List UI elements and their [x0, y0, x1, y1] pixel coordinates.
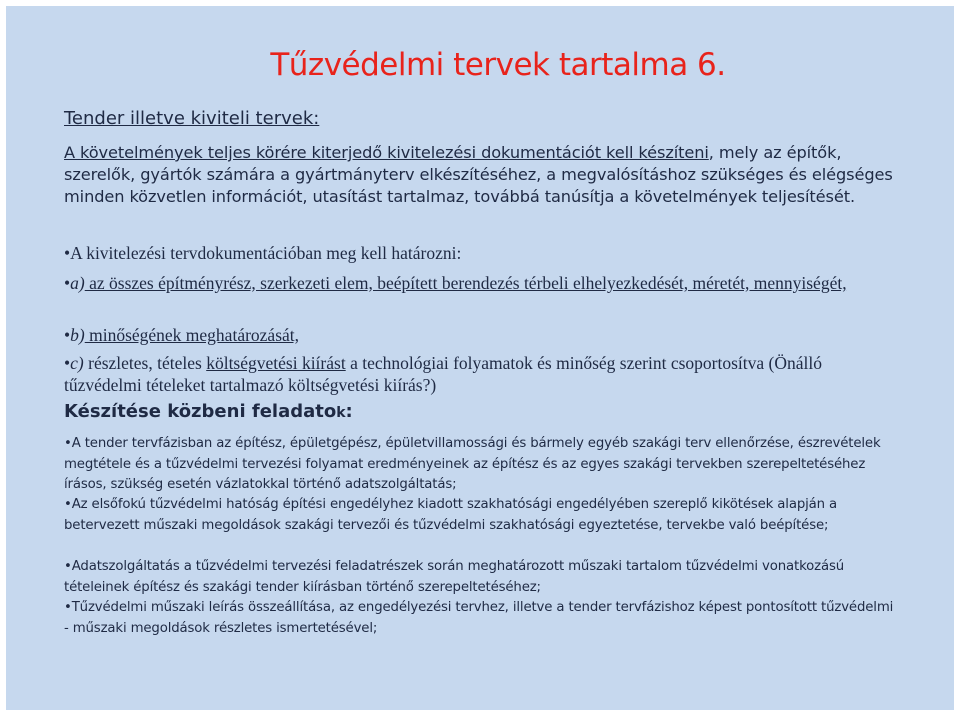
item-c-text2: a technológiai folyamatok és minőség szerint csoportosítva (Önálló tűzvédelmi tételeket tartalmazó költségvetési kiírás?)	[64, 353, 822, 395]
bullet: •	[64, 497, 72, 512]
slide-title: Tűzvédelmi tervek tartalma 6.	[270, 47, 726, 83]
duty-text: Tűzvédelmi műszaki leírás összeállítása, az engedélyezési tervhez, illetve a tender tervfázishoz képest pontosított tűzvédelmi - műszaki megoldások részletes ismertetésével;	[64, 600, 894, 636]
duty-text: A tender tervfázisban az építész, épületgépész, épületvillamossági és bármely egyéb szakági terv ellenőrzése, észrevételek megtétele és a tűzvédelmi tervezési folyamat eredményeinek az építész és az egyes szakági tervekben szerepeltetéséhez írásos, szükség esetén vázlatokkal történő adatszolgáltatás;	[64, 436, 881, 492]
item-c-label: c)	[70, 353, 84, 373]
duty-item	[64, 598, 900, 639]
duty-text: Adatszolgáltatás a tűzvédelmi tervezési feladatrészek során meghatározott műszaki tartalom tűzvédelmi vonatkozású tételeinek építész és szakági tender kiírásban történő szerepeltetéséhez;	[64, 559, 845, 595]
bullet: •	[64, 243, 71, 263]
item-a-label: a)	[70, 273, 85, 293]
intro-underlined: A követelmények teljes körére kiterjedő kivitelezési dokumentációt kell készíteni	[64, 143, 709, 162]
duty-item	[64, 434, 900, 496]
bullet: •	[64, 600, 72, 615]
bullet: •	[64, 273, 71, 293]
item-c-text1: részletes, tételes	[83, 353, 207, 373]
heading2-colon: :	[345, 401, 353, 422]
intro-paragraph	[64, 142, 900, 208]
slide	[6, 6, 954, 710]
heading-tender-kiviteli: Tender illetve kiviteli tervek:	[64, 108, 320, 129]
bullet: •	[64, 325, 71, 345]
bullet: •	[64, 559, 72, 574]
heading-keszitese	[64, 400, 900, 425]
bullet: •	[64, 353, 71, 373]
bullet: •	[64, 436, 72, 451]
item-c-underlined: költségvetési kiírást	[206, 353, 346, 373]
duty-item	[64, 557, 900, 598]
serif-lead-text: A kivitelezési tervdokumentációban meg kell határozni:	[70, 243, 462, 263]
item-b	[64, 324, 900, 346]
item-b-text: minőségének meghatározását,	[84, 325, 300, 345]
item-c	[64, 352, 900, 396]
heading2-small: k	[336, 405, 346, 421]
item-a-text: az összes építményrész, szerkezeti elem, beépített berendezés térbeli elhelyezkedését, méretét, mennyiségét,	[84, 273, 847, 293]
item-a	[64, 272, 900, 294]
intro-rest: , mely az építők, szerelők, gyártók számára a gyártmányterv elkészítéséhez, a megvalósításhoz szükséges és elégséges minden közvetlen információt, utasítást tartalmaz, továbbá tanúsítja a követelmények teljesítését.	[64, 143, 893, 206]
duty-item	[64, 495, 900, 536]
serif-lead	[64, 242, 900, 264]
duty-text: Az elsőfokú tűzvédelmi hatóság építési engedélyhez kiadott szakhatósági engedélyében szereplő kikötések alapján a betervezett műszaki megoldások szakági tervezői és tűzvédelmi szakhatósági egyeztetése, tervekbe való beépítése;	[64, 497, 838, 533]
item-b-label: b)	[70, 325, 85, 345]
heading2-main: Készítése közbeni feladato	[64, 401, 337, 422]
